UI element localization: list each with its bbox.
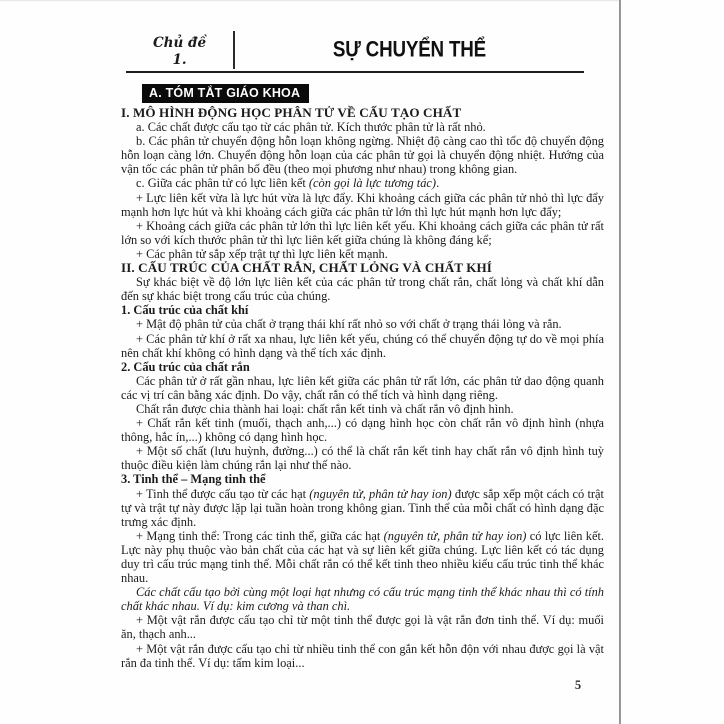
body-paragraph: + Các phân tử sắp xếp trật tự thì lực liên kết mạnh. (136, 246, 388, 261)
body-paragraph: + Mạng tinh thể: Trong các tinh thể, giữa các hạt (nguyên tử, phân tử hay ion) có lực liên kết. Lực này phụ thuộc vào bản chất của các hạt và sự liên kết giữa chúng. Lực liên kết có tác dụng duy trì cấu trúc mạng tinh thể. Mỗi chất rắn có thể kết tinh theo nhiều kiểu cấu trúc tinh thể khác nhau. (121, 528, 604, 586)
title-cell (235, 31, 584, 69)
body-paragraph: Sự khác biệt về độ lớn lực liên kết của các phân tử trong chất rắn, chất lỏng và chất khí dẫn đến sự khác biệt trong cấu trúc của chúng. (121, 275, 604, 304)
body-paragraph: + Các phân tử khí ở rất xa nhau, lực liên kết yếu, chúng có thể chuyển động tự do về mọi phía nên chất khí không có hình dạng và thể tích xác định. (121, 331, 604, 360)
topic-cell (126, 31, 235, 69)
body-paragraph: b. Các phân tử chuyển động hỗn loạn không ngừng. Nhiệt độ càng cao thì tốc độ chuyển động hỗn loạn càng lớn. Chuyển động hỗn loạn của các phân tử gọi là chuyển động nhiệt. Hướng của vận tốc các phân tử phân bố đều (theo mọi phương như nhau) trong không gian. (121, 134, 604, 177)
body-paragraph: + Khoảng cách giữa các phân tử lớn thì lực liên kết yếu. Khi khoảng cách giữa các phân tử rất lớn so với kích thước phân tử thì lực liên kết giữa chúng là không đáng kể; (121, 218, 604, 247)
body-paragraph: Các phân tử ở rất gần nhau, lực liên kết giữa các phân tử rất lớn, các phân tử dao động quanh các vị trí cân bằng xác định. Do vậy, chất rắn có thể tích và hình dạng riêng. (121, 373, 604, 402)
body-paragraph: + Mật độ phân tử của chất ở trạng thái khí rất nhỏ so với chất ở trạng thái lỏng và rắn. (136, 317, 562, 332)
page-edge-line (619, 0, 621, 724)
section-heading: I. MÔ HÌNH ĐỘNG HỌC PHÂN TỬ VỀ CẤU TẠO CHẤT (121, 105, 462, 120)
content-paragraphs (121, 106, 604, 670)
topic-label: Chủ đề (152, 35, 207, 51)
section-banner: A. TÓM TẮT GIÁO KHOA (142, 84, 309, 103)
section-heading: II. CẤU TRÚC CỦA CHẤT RẮN, CHẤT LỎNG VÀ CHẤT KHÍ (121, 260, 492, 276)
subsection-heading: 3. Tinh thể – Mạng tinh thể (121, 472, 266, 487)
body-paragraph: a. Các chất được cấu tạo từ các phân tử. Kích thước phân tử là rất nhỏ. (136, 120, 486, 135)
body-paragraph: + Một vật rắn được cấu tạo chỉ từ một tinh thể được gọi là vật rắn đơn tinh thể. Ví dụ: muối ăn, thạch anh... (121, 613, 604, 642)
body-paragraph: + Một vật rắn được cấu tạo chỉ từ nhiều tinh thể con gắn kết hỗn độn với nhau được gọi là vật rắn đa tinh thể. Ví dụ: tấm kim loại... (121, 641, 604, 670)
page-top-edge (0, 0, 619, 2)
body-paragraph: + Một số chất (lưu huỳnh, đường...) có thể là chất rắn kết tinh hay chất rắn vô định hình tuỳ thuộc điều kiện làm chúng rắn lại như thế nào. (121, 444, 604, 473)
body-paragraph: c. Giữa các phân tử có lực liên kết (còn gọi là lực tương tác). (136, 176, 440, 191)
chapter-title: SỰ CHUYỂN THỂ (332, 37, 487, 62)
topic-number: 1. (172, 52, 187, 68)
body-paragraph: + Tinh thể được cấu tạo từ các hạt (nguyên tử, phân tử hay ion) được sắp xếp một cách có trật tự và trật tự này được lặp lại tuần hoàn trong không gian. Tinh thể của mỗi chất có hình dạng đặc trưng xác định. (121, 486, 604, 529)
body-paragraph: + Chất rắn kết tinh (muối, thạch anh,...) có dạng hình học còn chất rắn vô định hình (nhựa thông, hắc ín,...) không có dạng hình học. (121, 416, 604, 445)
body-paragraph: + Lực liên kết vừa là lực hút vừa là lực đẩy. Khi khoảng cách giữa các phân tử nhỏ thì lực đẩy mạnh hơn lực hút và khi khoảng cách giữa các phân tử lớn thì lực hút mạnh hơn lực đẩy; (121, 190, 604, 219)
subsection-heading: 2. Cấu trúc của chất rắn (121, 359, 250, 374)
body-paragraph: Các chất cấu tạo bởi cùng một loại hạt nhưng có cấu trúc mạng tinh thể khác nhau thì có tính chất khác nhau. Ví dụ: kim cương và than chì. (121, 585, 604, 614)
body-paragraph: Chất rắn được chia thành hai loại: chất rắn kết tinh và chất rắn vô định hình. (136, 401, 514, 416)
subsection-heading: 1. Cấu trúc của chất khí (121, 303, 249, 318)
chapter-header (126, 31, 584, 73)
page-number: 5 (574, 678, 582, 692)
